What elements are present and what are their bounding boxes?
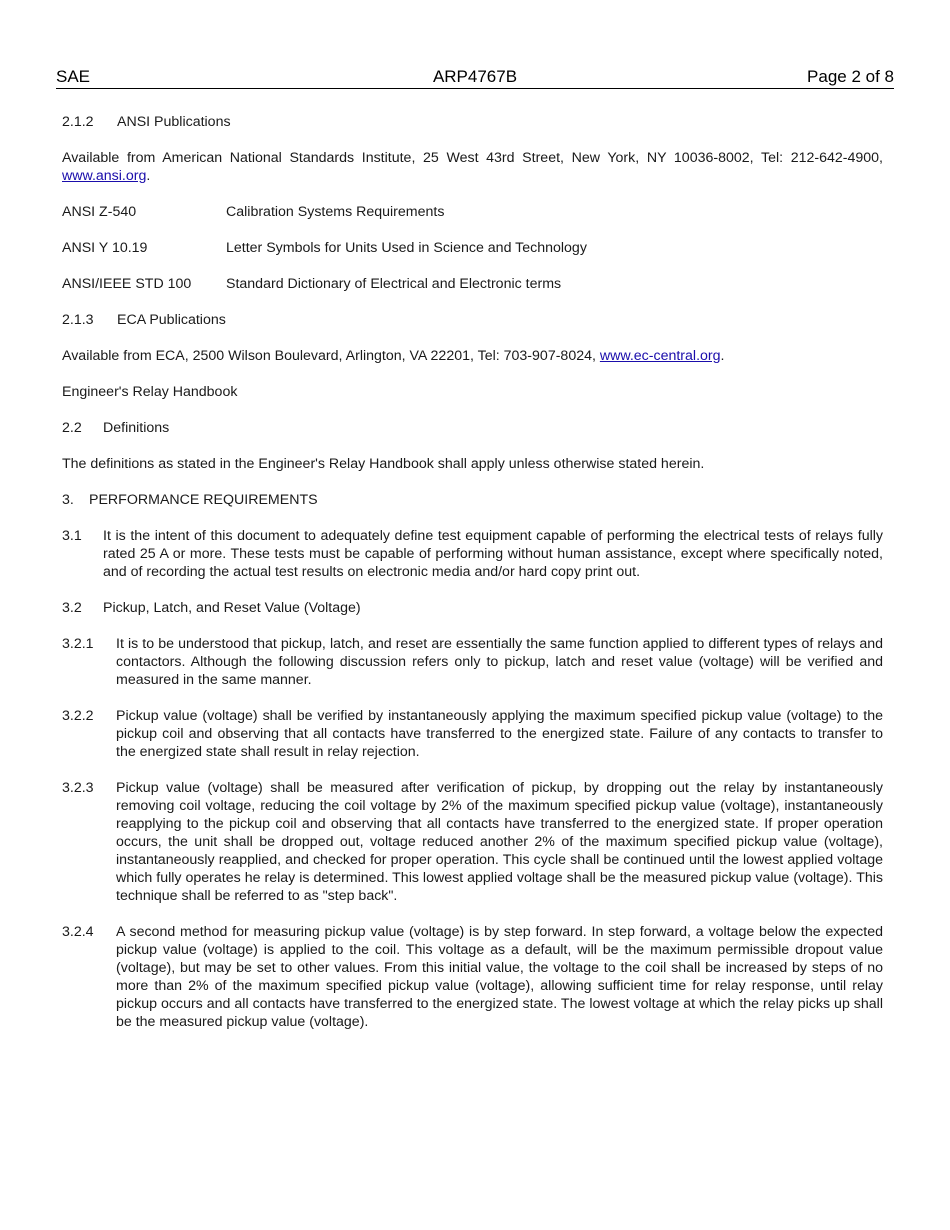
section-2-1-3-heading bbox=[62, 311, 883, 329]
section-number: 2.1.3 bbox=[62, 312, 94, 328]
standard-code: ANSI Y 10.19 bbox=[62, 240, 148, 256]
ansi-link[interactable]: www.ansi.org bbox=[62, 168, 147, 184]
paragraph-number: 3.2.3 bbox=[62, 780, 94, 796]
section-title: Definitions bbox=[103, 420, 170, 436]
standard-title: Standard Dictionary of Electrical and Electronic terms bbox=[226, 276, 562, 292]
section-number: 3.2 bbox=[62, 600, 82, 616]
eca-link[interactable]: www.ec-central.org bbox=[599, 348, 721, 364]
paragraph-number: 3.1 bbox=[62, 528, 82, 544]
header-org: SAE bbox=[56, 67, 91, 86]
standard-title: Calibration Systems Requirements bbox=[226, 204, 445, 220]
paragraph-text: A second method for measuring pickup value (voltage) is by step forward. In step forward, a voltage below the expected pickup value (voltage) is applied to the coil. This voltage as a default, will be the maximum permissible dropout value (voltage), but may be set to other values. From this initial value, the voltage to the coil shall be increased by steps of no more than 2% of the maximum specified pickup value (voltage), allowing sufficient time for relay response, until relay pickup occurs and all contacts have transferred to the energized state. The lowest voltage at which the relay picks up shall be the measured pickup value (voltage). bbox=[116, 924, 883, 1030]
section-3-heading bbox=[62, 491, 883, 509]
section-title: PERFORMANCE REQUIREMENTS bbox=[89, 492, 318, 508]
section-number: 3. bbox=[62, 492, 74, 508]
paragraph-3-1 bbox=[62, 527, 883, 581]
paragraph-number: 3.2.1 bbox=[62, 636, 94, 652]
section-2-2-heading bbox=[62, 419, 883, 437]
paragraph-number: 3.2.4 bbox=[62, 924, 94, 940]
section-title: Pickup, Latch, and Reset Value (Voltage) bbox=[103, 600, 361, 616]
paragraph-3-2-1 bbox=[62, 635, 883, 689]
eca-availability bbox=[62, 347, 883, 365]
section-title: ECA Publications bbox=[117, 312, 226, 328]
standard-title: Letter Symbols for Units Used in Science and Technology bbox=[226, 240, 587, 256]
standard-row bbox=[62, 203, 883, 221]
section-3-2-heading bbox=[62, 599, 883, 617]
section-number: 2.1.2 bbox=[62, 114, 94, 130]
section-2-1-2-heading bbox=[62, 113, 883, 131]
eca-availability-text: Available from ECA, 2500 Wilson Boulevard, Arlington, VA 22201, Tel: 703-907-8024, bbox=[62, 348, 600, 364]
paragraph-text: Pickup value (voltage) shall be measured after verification of pickup, by dropping out the relay by instantaneously removing coil voltage, reducing the coil voltage by 2% of the maximum specified pickup value (voltage), instantaneously reapplying to the pickup coil and observing that all contacts have transferred to the energized state. If proper operation occurs, the unit shall be dropped out, voltage reduced another 2% of the maximum specified pickup value (voltage), instantaneously reapplied, and checked for proper operation. This cycle shall be continued until the lowest applied voltage which fully operates he relay is determined. This lowest applied voltage shall be the measured pickup value (voltage). This technique shall be referred to as "step back". bbox=[116, 780, 883, 904]
section-number: 2.2 bbox=[62, 420, 82, 436]
paragraph-text: It is to be understood that pickup, latch, and reset are essentially the same function applied to different types of relays and contactors. Although the following discussion refers only to pickup, latch and reset value (voltage) will be verified and measured in the same manner. bbox=[116, 636, 883, 688]
paragraph-text: It is the intent of this document to adequately define test equipment capable of performing the electrical tests of relays fully rated 25 A or more. These tests must be capable of performing without human assistance, except where specifically noted, and of recording the actual test results on electronic media and/or hard copy print out. bbox=[103, 528, 883, 580]
section-title: ANSI Publications bbox=[117, 114, 231, 130]
header-doc-number: ARP4767B bbox=[432, 67, 518, 86]
definitions-text: The definitions as stated in the Engineer's Relay Handbook shall apply unless otherwise stated herein. bbox=[62, 456, 705, 472]
document-body bbox=[62, 113, 883, 1049]
eca-availability-end: . bbox=[720, 348, 725, 364]
ansi-availability-end: . bbox=[146, 168, 151, 184]
paragraph-text: Pickup value (voltage) shall be verified by instantaneously applying the maximum specified pickup value (voltage) to the pickup coil and observing that all contacts have transferred to the energized state. Failure of any contacts to transfer to the energized state shall result in relay rejection. bbox=[116, 708, 883, 760]
paragraph-3-2-2 bbox=[62, 707, 883, 761]
ansi-availability-text: Available from American National Standards Institute, 25 West 43rd Street, New York, NY 10036-8002, Tel: 212-642-4900, bbox=[62, 150, 883, 166]
standard-row bbox=[62, 275, 883, 293]
ansi-availability bbox=[62, 149, 883, 185]
standard-code: ANSI/IEEE STD 100 bbox=[62, 276, 192, 292]
handbook-reference: Engineer's Relay Handbook bbox=[62, 384, 238, 400]
page-header bbox=[56, 68, 894, 89]
paragraph-3-2-3 bbox=[62, 779, 883, 905]
standard-row bbox=[62, 239, 883, 257]
standard-code: ANSI Z-540 bbox=[62, 204, 137, 220]
paragraph-number: 3.2.2 bbox=[62, 708, 94, 724]
header-page-number: Page 2 of 8 bbox=[807, 67, 894, 86]
paragraph-3-2-4 bbox=[62, 923, 883, 1031]
